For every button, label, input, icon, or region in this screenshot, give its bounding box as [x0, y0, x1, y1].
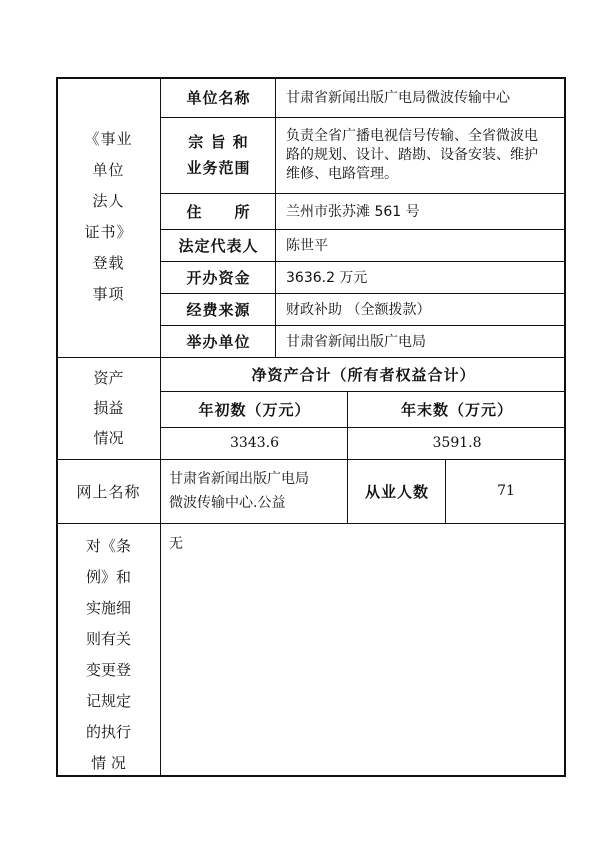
end-year-value: 3591.8 — [432, 435, 482, 451]
grid-line — [56, 523, 566, 524]
grid-line — [347, 391, 348, 523]
end-year-label: 年末数（万元） — [400, 400, 513, 419]
grid-line — [160, 325, 566, 326]
funding-source-value: 财政补助 （全额拨款） — [286, 302, 431, 318]
employees-value: 71 — [497, 483, 515, 499]
grid-line — [56, 459, 566, 460]
employees-label: 从业人数 — [364, 482, 429, 501]
grid-line — [275, 77, 276, 357]
value-line: 甘肃省新闻出版广电局 — [169, 471, 309, 487]
section-label-line: 单位 — [92, 161, 125, 179]
grid-line — [160, 391, 566, 392]
registration-form — [56, 77, 566, 777]
grid-line — [56, 357, 566, 358]
net-assets-header: 净资产合计（所有者权益合计） — [251, 365, 476, 384]
section-label-line: 情况 — [93, 429, 124, 447]
section-label-line: 对《条 — [85, 537, 131, 555]
section-label-line: 证书》 — [84, 223, 133, 241]
grid-line — [160, 117, 566, 118]
funding-source-label: 经费来源 — [186, 300, 251, 319]
sponsor-label: 举办单位 — [186, 332, 251, 351]
section-label-line: 登载 — [92, 254, 125, 272]
value-line: 维修、电路管理。 — [286, 165, 398, 182]
section-label-line: 事项 — [92, 285, 125, 303]
label-line: 业务范围 — [186, 159, 251, 177]
grid-line — [160, 193, 566, 194]
address-value: 兰州市张苏滩 561 号 — [286, 204, 420, 220]
unit-name-label: 单位名称 — [186, 88, 251, 107]
legal-rep-label: 法定代表人 — [178, 236, 259, 255]
unit-name-value: 甘肃省新闻出版广电局微波传输中心 — [286, 90, 510, 106]
section-label-line: 例》和 — [85, 568, 131, 586]
section-label-line: 实施细 — [85, 599, 131, 617]
grid-line — [160, 229, 566, 230]
section-label-line: 的执行 — [85, 723, 131, 741]
section-label-line: 资产 — [93, 369, 124, 387]
value-line: 负责全省广播电视信号传输、全省微波电 — [286, 127, 538, 144]
legal-rep-value: 陈世平 — [286, 238, 328, 254]
capital-label: 开办资金 — [186, 268, 251, 287]
section-label-line: 法人 — [92, 192, 125, 210]
begin-year-value: 3343.6 — [230, 435, 279, 451]
grid-line — [445, 459, 446, 523]
grid-line — [160, 427, 566, 428]
label-line: 宗 旨 和 — [188, 133, 249, 151]
section-label-line: 则有关 — [85, 630, 131, 648]
online-name-value — [161, 459, 348, 523]
section-label-line: 《事业 — [84, 130, 133, 148]
grid-line — [160, 261, 566, 262]
sponsor-value: 甘肃省新闻出版广电局 — [286, 334, 426, 350]
section-label-line: 记规定 — [85, 692, 131, 710]
business-scope-label — [161, 117, 276, 193]
value-line: 微波传输中心.公益 — [169, 495, 286, 511]
assets-section-label — [56, 357, 161, 459]
section-label-line: 变更登 — [85, 661, 131, 679]
section-label-line: 损益 — [93, 399, 124, 417]
registration-section-label — [56, 77, 161, 357]
online-name-label: 网上名称 — [76, 482, 141, 501]
capital-value: 3636.2 万元 — [286, 270, 368, 286]
section-label-line: 情 况 — [91, 754, 126, 772]
changes-section-label — [56, 523, 161, 777]
value-line: 路的规划、设计、踏勘、设备安装、维护 — [286, 146, 538, 163]
business-scope-value — [276, 117, 566, 193]
address-label: 住 所 — [186, 202, 251, 221]
changes-value: 无 — [169, 536, 183, 552]
grid-line — [160, 293, 566, 294]
begin-year-label: 年初数（万元） — [198, 400, 311, 419]
